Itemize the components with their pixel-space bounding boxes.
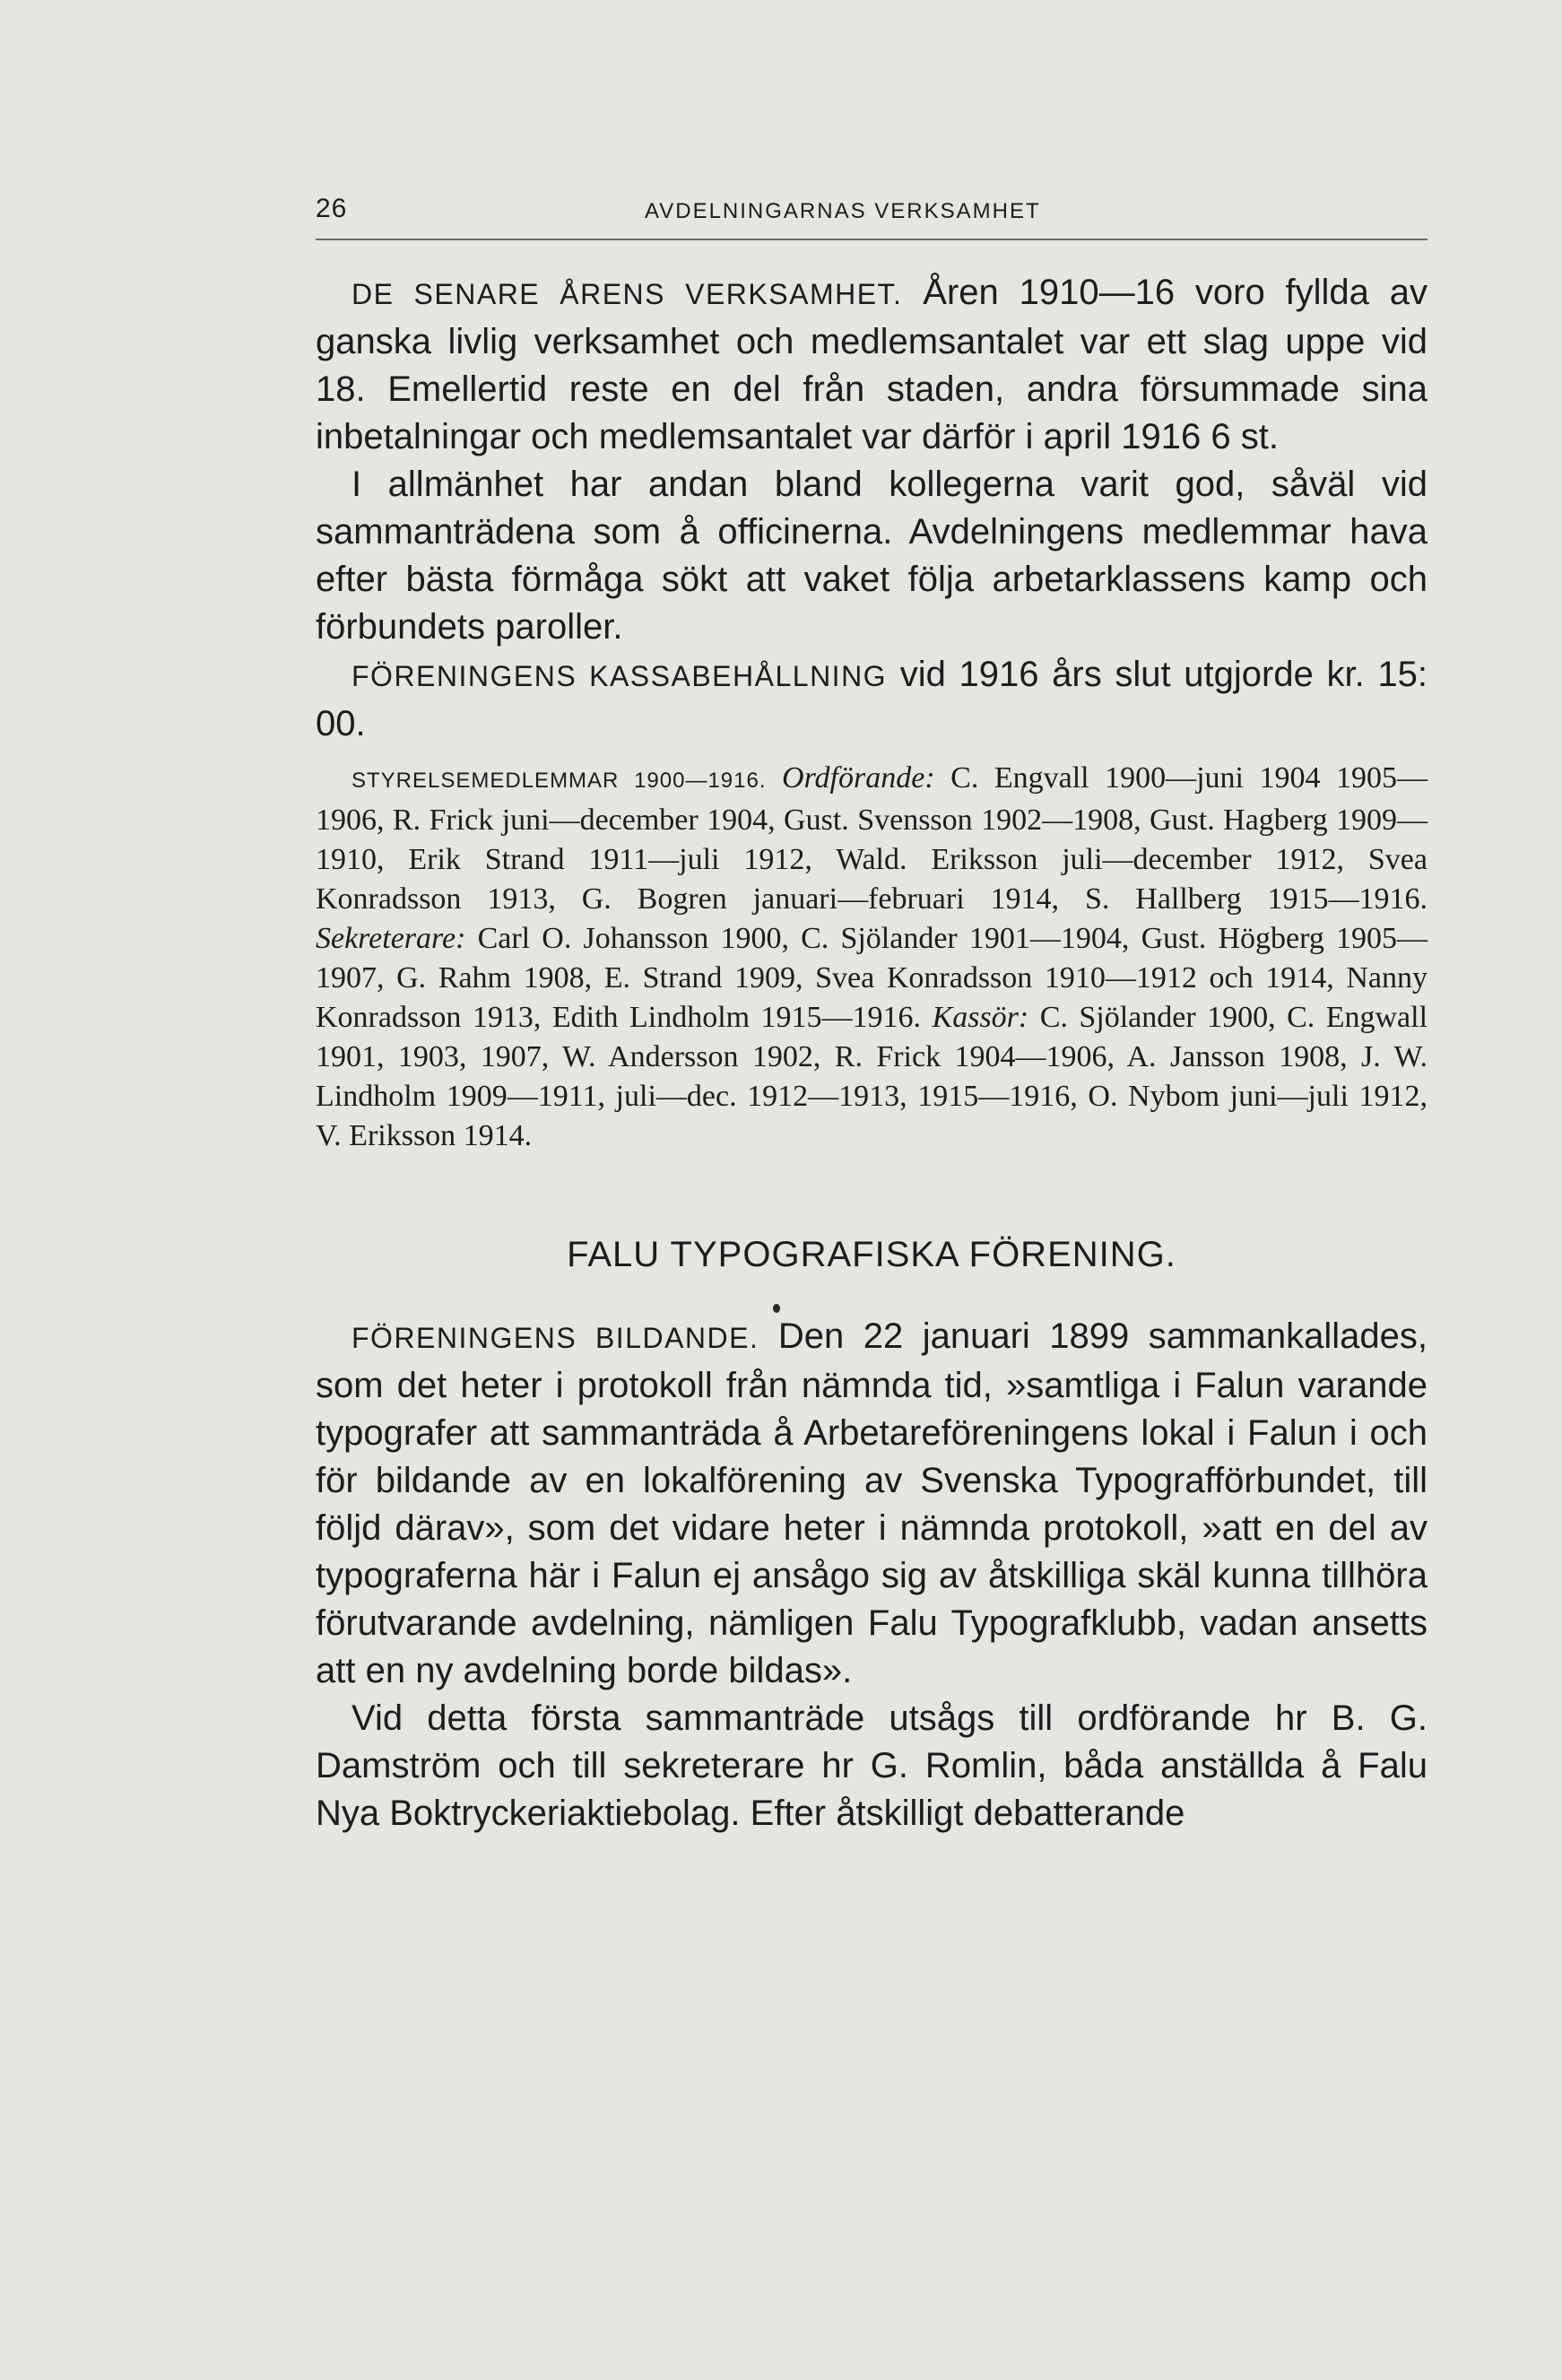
paragraph-text-allmanhet: I allmänhet har andan bland kollegerna varit god, såväl vid sammanträdena som å officinerna. Avdelningens medlemmar hava efter bästa förmåga sökt att vaket följa arbetarklassens kamp och förbundets paroller.	[316, 465, 1427, 647]
paragraph-text-bildande: Den 22 januari 1899 sammankallades, som det heter i protokoll från nämnda tid, »samtliga i Falun varande typografer att sammanträda å Arbetareföreningens lokal i Falun i och för bildande av en lokalförening av Svenska Typografförbundet, till följd därav», som det vidare heter i nämnda protokoll, »att en del av typograferna här i Falun ej ansågo sig av åtskilliga skäl kunna tillhöra förutvarande avdelning, nämligen Falu Typografklubb, vadan ansetts att en ny avdelning borde bildas».	[316, 1316, 1428, 1690]
paragraph-forsta-sammantrade	[316, 1695, 1427, 1837]
section-caps-senare: DE SENARE ÅRENS VERKSAMHET.	[351, 278, 903, 310]
label-ordforande: Ordförande:	[782, 761, 935, 795]
label-kassor: Kassör:	[932, 1001, 1029, 1034]
section-caps-bildande: FÖRENINGENS BILDANDE.	[351, 1322, 759, 1354]
paragraph-styrelsemedlemmar	[316, 759, 1427, 1156]
paragraph-text-senare: Åren 1910—16 voro fyllda av ganska livlig verksamhet och medlemsantalet var ett slag uppe vid 18. Emellertid reste en del från staden, andra försummade sina inbetalningar och medlemsantalet var därför i april 1916 6 st.	[316, 273, 1427, 456]
page-header	[316, 194, 1427, 240]
page-number: 26	[316, 194, 348, 223]
text-kassor: C. Sjölander 1900, C. Engwall 1901, 1903, 1907, W. Andersson 1902, R. Frick 1904—1906, A. Jansson 1908, J. W. Lindholm 1909—1911, juli—dec. 1912—1913, 1915—1916, O. Nybom juni—juli 1912, V. Eriksson 1914.	[316, 1001, 1428, 1152]
print-dot-mark	[773, 1304, 780, 1313]
section-caps-styrelse: STYRELSEMEDLEMMAR 1900—1916.	[351, 769, 767, 793]
text-sekreterare: Carl O. Johansson 1900, C. Sjölander 1901—1904, Gust. Högberg 1905—1907, G. Rahm 1908, E. Strand 1909, Svea Konradsson 1910—1912 och 1914, Nanny Konradsson 1913, Edith Lindholm 1915—1916.	[316, 922, 1427, 1034]
paragraph-bildande	[316, 1313, 1427, 1695]
paragraph-senare-arens-verksamhet	[316, 269, 1427, 461]
running-title: AVDELNINGARNAS VERKSAMHET	[645, 199, 1041, 223]
paragraph-text-forsta: Vid detta första sammanträde utsågs till ordförande hr B. G. Damström och till sekreterare hr G. Romlin, båda anställda å Falu Nya Boktryckeriaktiebolag. Efter åtskilligt debatterande	[316, 1698, 1427, 1833]
paragraph-kassabehallning	[316, 651, 1427, 748]
label-sekreterare: Sekreterare:	[316, 922, 466, 955]
section-heading: FALU TYPOGRAFISKA FÖRENING.	[567, 1235, 1176, 1274]
paragraph-text-kassa: vid 1916 års slut utgjorde kr. 15: 00.	[316, 655, 1427, 743]
body-text	[316, 269, 1427, 1837]
section-caps-kassa: FÖRENINGENS KASSABEHÅLLNING	[351, 660, 888, 692]
text-ordforande: C. Engvall 1900—juni 1904 1905—1906, R. Frick juni—december 1904, Gust. Svensson 1902—1908, Gust. Hagberg 1909—1910, Erik Strand 1911—juli 1912, Wald. Eriksson juli—december 1912, Svea Konradsson 1913, G. Bogren januari—februari 1914, S. Hallberg 1915—1916.	[316, 761, 1428, 916]
paragraph-allmanhet	[316, 461, 1427, 651]
